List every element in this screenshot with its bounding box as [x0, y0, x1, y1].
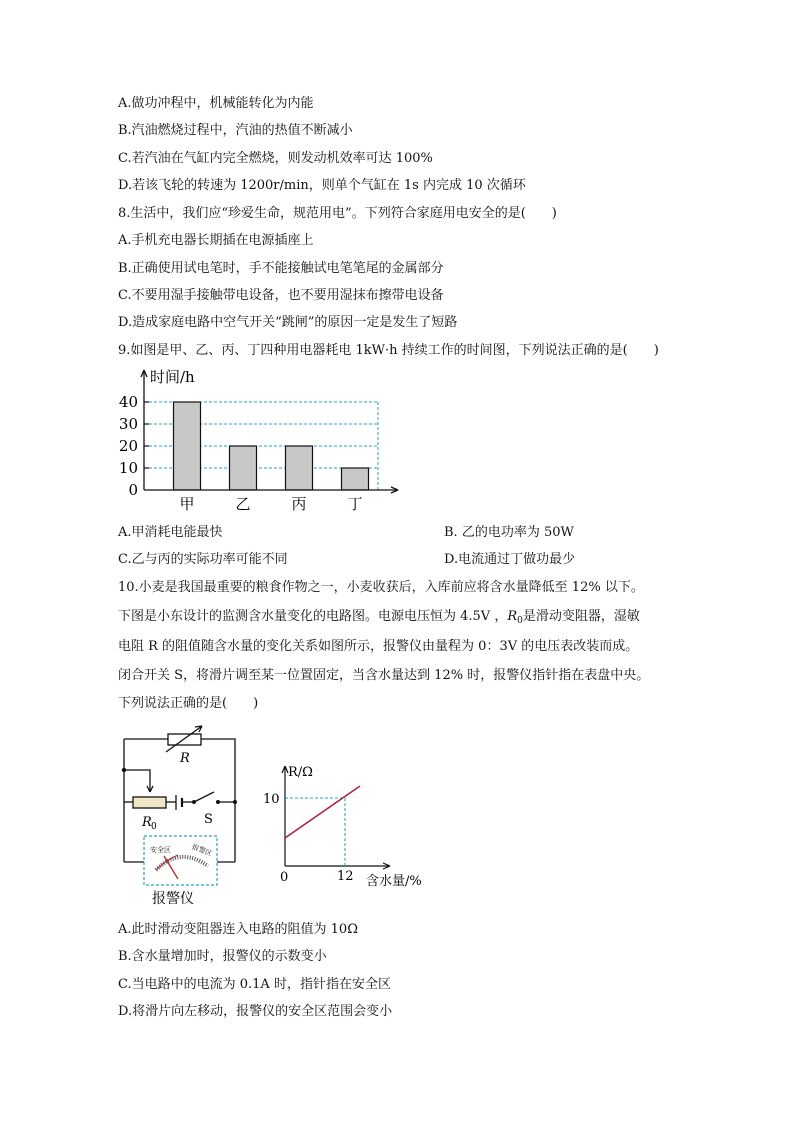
q7-option-b: B.汽油燃烧过程中，汽油的热值不断减小: [118, 123, 353, 138]
q7-option-d: D.若该飞轮的转速为 1200r/min，则单个气缸在 1s 内完成 10 次循环: [118, 178, 526, 193]
bar: [174, 402, 201, 490]
r0-label: R: [142, 815, 152, 830]
q8-option-b: B.正确使用试电笔时，手不能接触试电笔笔尾的金属部分: [118, 261, 444, 276]
q9-option-d: D.电流通过丁做功最少: [444, 552, 576, 567]
meter-label: 报警仪: [152, 891, 194, 907]
y-tick-label: 0: [128, 481, 138, 499]
q10-option-c: C.当电路中的电流为 0.1A 时，指针指在安全区: [118, 977, 391, 992]
q8-stem: 8.生活中，我们应“珍爱生命，规范用电”。下列符合家庭用电安全的是( ): [118, 206, 557, 221]
q10-line-3: 电阻 R 的阻值随含水量的变化关系如图所示，报警仪由量程为 0：3V 的电压表改装而成。: [118, 639, 639, 654]
graph-y-tick: 10: [263, 792, 280, 807]
y-tick-label: 30: [118, 415, 138, 433]
q10-line-4: 闭合开关 S，将滑片调至某一位置固定，当含水量达到 12% 时，报警仪指针指在表盘中央。: [118, 668, 650, 683]
q10-line-2: 下图是小东设计的监测含水量变化的电路图。电源电压恒为 4.5V ，$R_0$是滑动变阻器，湿敏: [118, 609, 640, 626]
bar: [342, 468, 369, 490]
q9-option-a: A.甲消耗电能最快: [118, 525, 223, 540]
safe-zone-label: 安全区: [150, 846, 171, 854]
bar: [230, 446, 257, 490]
q7-option-c: C.若汽油在气缸内完全燃烧，则发动机效率可达 100%: [118, 151, 433, 166]
q8-option-c: C.不要用湿手接触带电设备，也不要用湿抹布擦带电设备: [118, 288, 444, 303]
x-tick-label: 乙: [235, 495, 251, 513]
q7-option-a: A.做功冲程中，机械能转化为内能: [118, 96, 314, 111]
bar: [286, 446, 313, 490]
q9-stem: 9.如图是甲、乙、丙、丁四种用电器耗电 1kW·h 持续工作的时间图，下列说法正确的是( ): [118, 343, 659, 358]
switch-label: S: [204, 812, 213, 827]
circuit-diagram: [116, 722, 266, 907]
q9-option-b: B. 乙的电功率为 50W: [444, 525, 574, 540]
y-tick-label: 10: [118, 459, 138, 477]
q8-option-d: D.造成家庭电路中空气开关“跳闸”的原因一定是发生了短路: [118, 315, 458, 330]
r0-subscript: 0: [151, 822, 157, 832]
y-tick-label: 20: [118, 437, 138, 455]
q10-option-a: A.此时滑动变阻器连入电路的阻值为 10Ω: [118, 922, 358, 937]
x-tick-label: 丁: [347, 495, 363, 513]
graph-x-label: 含水量/%: [366, 874, 422, 889]
y-tick-label: 40: [118, 393, 138, 411]
x-tick-label: 甲: [179, 495, 195, 513]
resistance-graph: [263, 758, 440, 889]
alarm-zone-label: 报警区: [190, 842, 214, 859]
q10-option-d: D.将滑片向左移动，报警仪的安全区范围会变小: [118, 1004, 393, 1019]
graph-y-label: R/Ω: [288, 765, 313, 780]
x-tick-label: 丙: [291, 495, 307, 513]
y-axis-label: 时间/h: [150, 368, 195, 386]
bar-chart: [112, 364, 412, 514]
graph-origin: 0: [280, 870, 289, 885]
q8-option-a: A.手机充电器长期插在电源插座上: [118, 233, 314, 248]
q10-line-1: 10.小麦是我国最重要的粮食作物之一，小麦收获后，入库前应将含水量降低至 12% 以下。: [118, 580, 644, 595]
q9-option-c: C.乙与丙的实际功率可能不同: [118, 552, 288, 567]
r-label: R: [180, 751, 190, 766]
graph-x-tick: 12: [337, 869, 354, 884]
q10-option-b: B.含水量增加时，报警仪的示数变小: [118, 949, 327, 964]
q10-line-5: 下列说法正确的是( ): [118, 696, 259, 711]
